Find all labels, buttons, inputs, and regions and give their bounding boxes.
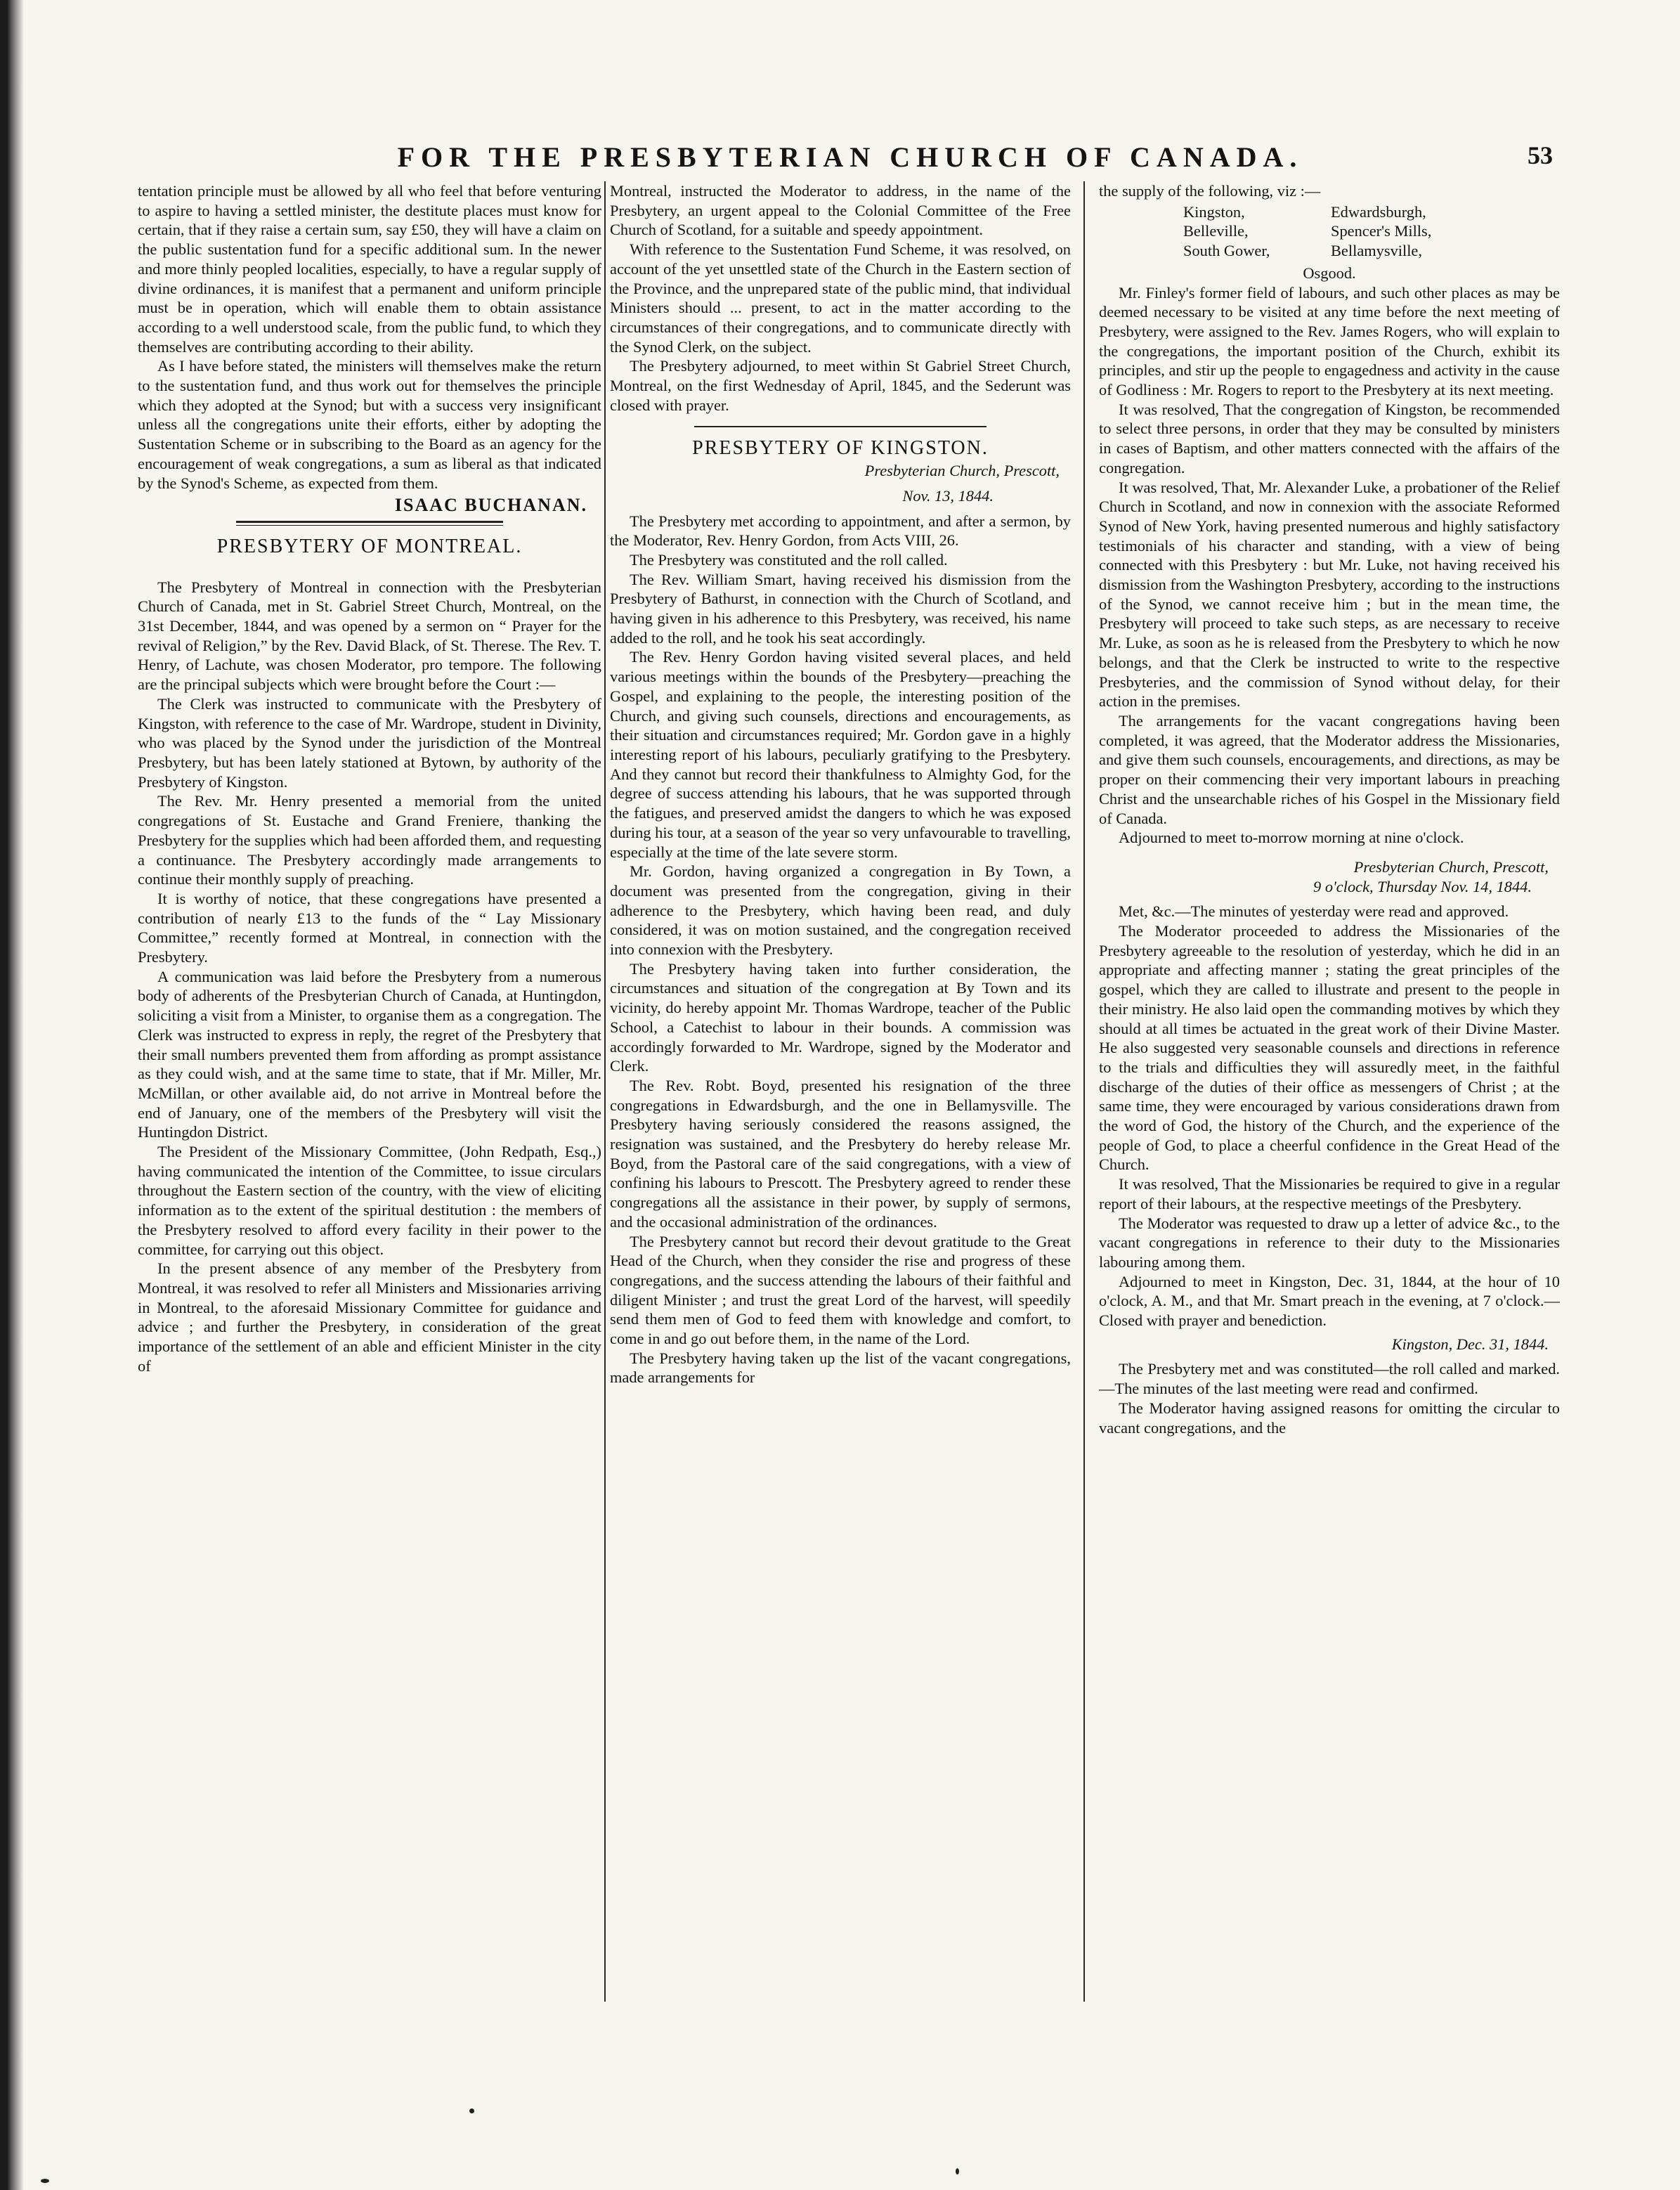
paragraph: The Rev. William Smart, having received his dismission from the Presbytery of Bathurst, in connection with the Church of Scotland, and having given in his adherence to this Presbytery, was received, his name added to the roll, and he took his seat accordingly. [610, 570, 1071, 647]
paragraph: It was resolved, That the congregation of Kingston, be recommended to select three persons, in order that they may be consulted by ministers in cases of Baptism, and other matters connected with the affairs of the congregation. [1099, 400, 1560, 477]
place-name: Osgood. [1303, 264, 1356, 282]
paragraph: The Presbytery of Montreal in connection with the Presbyterian Church of Canada, met in St. Gabriel Street Church, Montreal, on the 31st December, 1844, and was opened by a sermon on “ Prayer for the revival of Religion,” by the Rev. David Black, of St. Therese. The Rev. T. Henry, of Lachute, was chosen Moderator, pro tempore. The following are the principal subjects which were brought before the Court :— [138, 578, 601, 694]
paragraph: The arrangements for the vacant congregations having been completed, it was agreed, that the Moderator address the Missionaries, and give them such counsels, encouragements, and directions, as may be proper on their commencing their very important labours in preaching Christ and the unsearchable riches of his Gospel in the Missionary field of Canada. [1099, 711, 1560, 827]
place-list [1183, 202, 1560, 261]
paragraph: Montreal, instructed the Moderator to address, in the name of the Presbytery, an urgent appeal to the Colonial Committee of the Free Church of Scotland, for a suitable and speedy appointment. [610, 182, 1071, 239]
paragraph: As I have before stated, the ministers will themselves make the return to the sustentation fund, and thus work out for themselves the principle which they adopted at the Synod; but with a success very insignificant unless all the congregations unite their efforts, either by adopting the Sustentation Scheme or in subscribing to the Board as an agency for the encouragement of weak congregations, a sum as liberal as that indicated by the Synod's Scheme, as expected from them. [138, 357, 601, 492]
paragraph: tentation principle must be allowed by all who feel that before venturing to aspire to having a settled minister, the destitute places must know for certain, that if they raise a certain sum, say £50, they will have a claim on the public sustentation fund for a specific additional sum. In the newer and more thinly peopled localities, especially, to have a regular supply of divine ordinances, it is manifest that a permanent and uniform principle must be in operation, which will enable them to obtain assistance according to a well understood scale, from the public fund, to which they themselves are contributing according to their ability. [138, 182, 601, 356]
paragraph: Met, &c.—The minutes of yesterday were read and approved. [1119, 902, 1509, 921]
dateline: Presbyterian Church, Prescott, [1353, 857, 1549, 876]
section-divider [694, 426, 986, 427]
paragraph: The Rev. Mr. Henry presented a memorial from the united congregations of St. Eustache and Grand Freniere, thanking the Presbytery for the supplies which had been afforded them, and requesting a continuance. The Presbytery accordingly made arrangements to continue their monthly supply of preaching. [138, 792, 601, 888]
place-name: Belleville, [1183, 222, 1249, 240]
dateline: Kingston, Dec. 31, 1844. [1391, 1335, 1549, 1353]
paragraph: The Presbytery adjourned, to meet within St Gabriel Street Church, Montreal, on the first Wednesday of April, 1845, and the Sederunt was closed with prayer. [610, 357, 1071, 414]
paragraph: the supply of the following, viz :— [1099, 182, 1321, 200]
column-2 [610, 181, 1071, 2051]
paragraph: The Presbytery having taken into further consideration, the circumstances and situation of the congregation at By Town and its vicinity, do hereby appoint Mr. Thomas Wardrope, teacher of the Public School, a Catechist to labour in their bounds. A commission was accordingly forwarded to Mr. Wardrope, signed by the Moderator and Clerk. [610, 959, 1071, 1075]
paragraph: The Presbytery met according to appointment, and after a sermon, by the Moderator, Rev. Henry Gordon, from Acts VIII, 26. [610, 512, 1071, 550]
paragraph: A communication was laid before the Presbytery from a numerous body of adherents of the Presbyterian Church of Canada, at Huntingdon, soliciting a visit from a Minister, to organise them as a congregation. The Clerk was instructed to express in reply, the regret of the Presbytery that their small numbers prevented them from affording as prompt assistance as they could wish, and at the same time to state, that if Mr. Miller, Mr. McMillan, or other available aid, do not arrive in Montreal before the end of January, one of the members of the Presbytery will visit the Huntingdon District. [138, 967, 601, 1141]
column-rule [1083, 181, 1085, 2002]
paragraph: In the present absence of any member of the Presbytery from Montreal, it was resolved to refer all Ministers and Missionaries arriving in Montreal, to the aforesaid Missionary Committee for guidance and advice ; and further the Presbytery, in consideration of the great importance of the settlement of an able and efficient Minister in the city of [138, 1259, 601, 1375]
page-number: 53 [1528, 141, 1553, 169]
paragraph: The Rev. Henry Gordon having visited several places, and held various meetings within the bounds of the Presbytery—preaching the Gospel, and explaining to the people, the interesting position of the Church, and giving such counsels, directions and encouragements, as their situation and circumstances required; Mr. Gordon gave in a highly interesting report of his labours, peculiarly gratifying to the Presbytery. And they cannot but record their thankfulness to Almighty God, for the degree of success attending his labours, that he was supported through the fatigues, and preserved amidst the dangers to which he was exposed during his tour, at a season of the year so very unfavourable to travelling, especially at the time of the late severe storm. [610, 648, 1071, 861]
place-name: Kingston, [1183, 202, 1245, 221]
paragraph: It is worthy of notice, that these congregations have presented a contribution of nearly £13 to the funds of the “ Lay Missionary Committee,” recently formed at Montreal, in connection with the Presbytery. [138, 889, 601, 966]
paragraph: Adjourned to meet in Kingston, Dec. 31, 1844, at the hour of 10 o'clock, A. M., and that Mr. Smart preach in the evening, at 7 o'clock.—Closed with prayer and benediction. [1099, 1272, 1560, 1330]
dateline: Nov. 13, 1844. [902, 486, 994, 505]
ink-speck [956, 2168, 959, 2175]
paragraph: With reference to the Sustentation Fund Scheme, it was resolved, on account of the yet unsettled state of the Church in the Eastern section of the Province, and the unprepared state of the public mind, that individual Ministers should ... present, to act in the matter according to the circumstances of their congregations, and to communicate directly with the Synod Clerk, on the subject. [610, 240, 1071, 356]
place-name: Spencer's Mills, [1331, 222, 1432, 240]
section-heading: PRESBYTERY OF MONTREAL. [216, 535, 523, 557]
paragraph: The Presbytery met and was constituted—the roll called and marked.—The minutes of the last meeting were read and confirmed. [1099, 1360, 1560, 1398]
scanned-binding-edge [0, 0, 24, 2190]
paragraph: The Moderator was requested to draw up a letter of advice &c., to the vacant congregations in reference to their duty to the Missionaries labouring among them. [1099, 1214, 1560, 1271]
paragraph: The Presbytery having taken up the list of the vacant congregations, made arrangements for [610, 1349, 1071, 1387]
dateline: Presbyterian Church, Prescott, [864, 462, 1060, 480]
column-1 [138, 181, 601, 2051]
paragraph: The President of the Missionary Committee, (John Redpath, Esq.,) having communicated the intention of the Committee, to issue circulars throughout the Eastern section of the country, with the view of eliciting information as to the extent of the spiritual destitution : the members of the Presbytery resolved to afford every facility in their power to the committee, for carrying out this object. [138, 1143, 601, 1258]
paragraph: The Rev. Robt. Boyd, presented his resignation of the three congregations in Edwardsburgh, and the one in Bellamysville. The Presbytery having seriously considered the reasons assigned, the resignation was sustained, and the Presbytery do hereby release Mr. Boyd, from the Pastoral care of the said congregations, with a view of confining his labours to Prescott. The Presbytery agreed to render these congregations all the assistance in their power, by supply of sermons, and the occasional administration of the ordinances. [610, 1076, 1071, 1231]
signature: ISAAC BUCHANAN. [394, 495, 587, 516]
column-3 [1099, 181, 1560, 2051]
running-title: FOR THE PRESBYTERIAN CHURCH OF CANADA. [397, 141, 1303, 173]
place-name: Edwardsburgh, [1331, 202, 1426, 221]
paragraph: Adjourned to meet to-morrow morning at nine o'clock. [1119, 829, 1464, 847]
paragraph: It was resolved, That the Missionaries be required to give in a regular report of their labours, at the respective meetings of the Presbytery. [1099, 1175, 1560, 1212]
place-name: South Gower, [1183, 242, 1270, 260]
column-rule [604, 181, 606, 2002]
paragraph: The Presbytery cannot but record their devout gratitude to the Great Head of the Church, when they consider the rise and progress of these congregations, and the success attending the labours of their faithful and diligent Minister ; and trust the great Lord of the harvest, will speedily send them men of God to feed them with knowledge and comfort, to come in and go out before them, in the name of the Lord. [610, 1232, 1071, 1348]
paragraph: Mr. Gordon, having organized a congregation in By Town, a document was presented from the congregation, giving in their adherence to the Presbytery, which having been read, and duly considered, it was on motion sustained, and the congregation received into connexion with the Presbytery. [610, 862, 1071, 959]
section-divider [236, 521, 503, 526]
place-name: Bellamysville, [1331, 242, 1422, 260]
running-header [148, 141, 1553, 176]
dateline: 9 o'clock, Thursday Nov. 14, 1844. [1313, 877, 1532, 895]
paragraph: The Presbytery was constituted and the roll called. [630, 550, 948, 569]
ink-speck [469, 2108, 474, 2113]
paragraph: Mr. Finley's former field of labours, and such other places as may be deemed necessary to be visited at any time before the next meeting of Presbytery, were assigned to the Rev. James Rogers, who will explain to the congregations, the important position of the Church, exhibit its principles, and stir up the people to engagedness and activity in the cause of Godliness : Mr. Rogers to report to the Presbytery at its next meeting. [1099, 283, 1560, 399]
ink-speck [41, 2179, 49, 2183]
paragraph: The Clerk was instructed to communicate with the Presbytery of Kingston, with reference to the case of Mr. Wardrope, student in Divinity, who was placed by the Synod under the jurisdiction of the Montreal Presbytery, but has been lately stationed at Bytown, by authority of the Presbytery of Kingston. [138, 694, 601, 791]
paragraph: The Moderator having assigned reasons for omitting the circular to vacant congregations, and the [1099, 1399, 1560, 1437]
paragraph: It was resolved, That, Mr. Alexander Luke, a probationer of the Relief Church in Scotland, and now in connexion with the associate Reformed Synod of New York, having presented numerous and highly satisfactory testimonials of his character and standing, with a view of being connected with this Presbytery : but Mr. Luke, not having received his dismission from the Washington Presbytery, according to the instructions of the Synod, we cannot receive him ; but in the mean time, the Presbytery will proceed to take such steps, as are necessary to receive Mr. Luke, as soon as he is released from the Presbytery to which he now belongs, and that the Clerk be instructed to write to the respective Presbyteries, and the commission of Synod without delay, for their action in the premises. [1099, 478, 1560, 711]
section-heading: PRESBYTERY OF KINGSTON. [692, 437, 989, 460]
paragraph: The Moderator proceeded to address the Missionaries of the Presbytery agreeable to the resolution of yesterday, which he did in an appropriate and affecting manner ; stating the great principles of the gospel, which they are called to illustrate and present to the people in their ministry. He also laid open the commanding motives by which they should at all times be actuated in the great work of their Divine Master. He also suggested very seasonable counsels and directions in reference to the trials and difficulties they will assuredly meet, in the faithful discharge of the duties of their office as messengers of Christ ; at the same time, they were encouraged by various considerations drawn from the word of God, the history of the Church, and the experience of the people of God, to place a cheerful confidence in the Great Head of the Church. [1099, 922, 1560, 1174]
